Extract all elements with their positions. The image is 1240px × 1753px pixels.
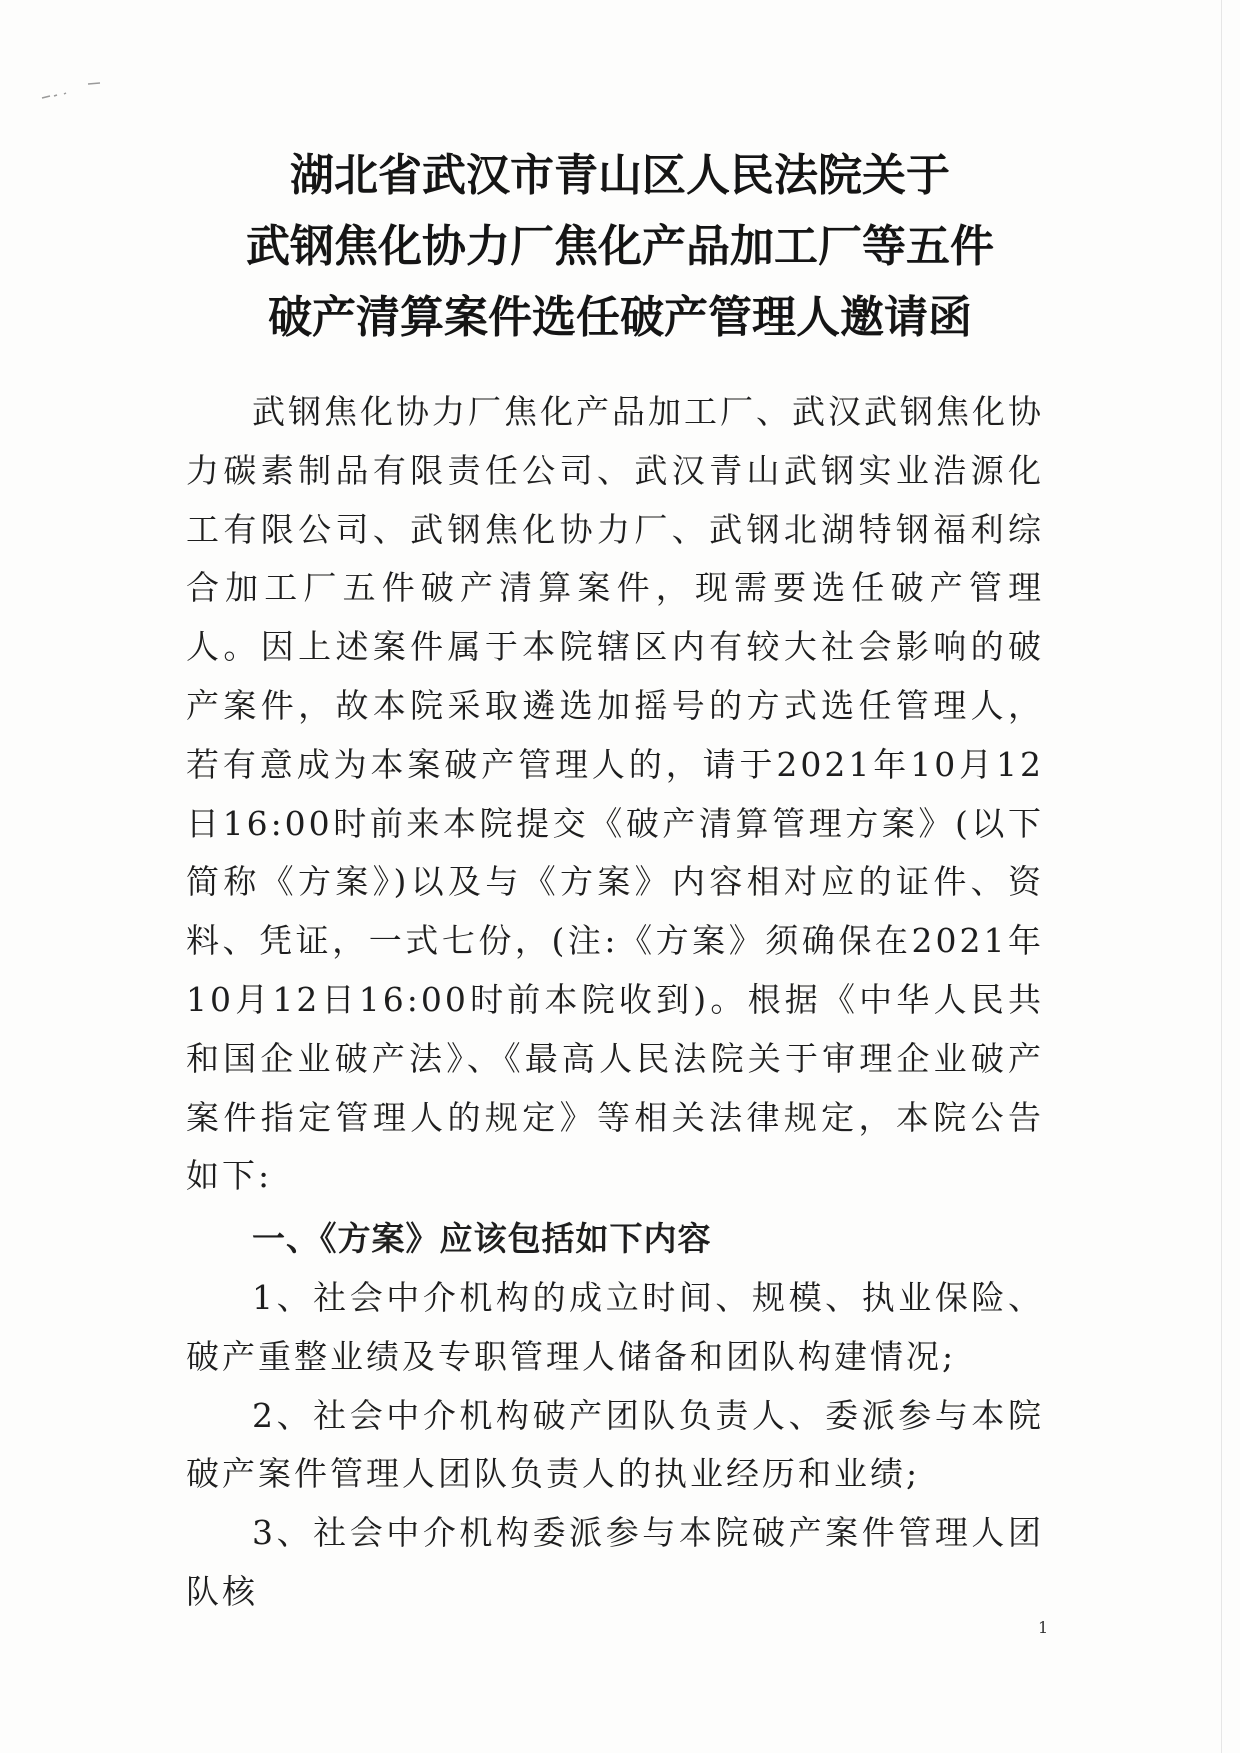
section-heading: 一、《方案》应该包括如下内容	[252, 1219, 712, 1259]
document-title	[0, 140, 1240, 353]
list-item: 1、社会中介机构的成立时间、规模、执业保险、破产重整业绩及专职管理人储备和团队构建情况;	[186, 1277, 1044, 1376]
list-item: 2、社会中介机构破产团队负责人、委派参与本院破产案件管理人团队负责人的执业经历和业绩;	[186, 1395, 1044, 1494]
title-line: 湖北省武汉市青山区人民法院关于	[290, 150, 950, 201]
scan-speck-mark	[40, 78, 110, 108]
list-item: 3、社会中介机构委派参与本院破产案件管理人团队核	[186, 1513, 1044, 1611]
page-number: 1	[1038, 1618, 1049, 1637]
document-body	[186, 383, 1044, 1622]
title-line: 破产清算案件选任破产管理人邀请函	[268, 292, 972, 343]
intro-paragraph: 武钢焦化协力厂焦化产品加工厂、武汉武钢焦化协力碳素制品有限责任公司、武汉青山武钢实业浩源化工有限公司、武钢焦化协力厂、武钢北湖特钢福利综合加工厂五件破产清算案件，现需要选任破产管理人。因上述案件属于本院辖区内有较大社会影响的破产案件，故本院采取遴选加摇号的方式选任管理人，若有意成为本案破产管理人的，请于2021年10月12日16:00时前来本院提交《破产清算管理方案》(以下简称《方案》)以及与《方案》内容相对应的证件、资料、凭证，一式七份，(注:《方案》须确保在2021年10月12日16:00时前本院收到)。根据《中华人民共和国企业破产法》、《最高人民法院关于审理企业破产案件指定管理人的规定》等相关法律规定，本院公告如下:	[186, 392, 1044, 1196]
title-line: 武钢焦化协力厂焦化产品加工厂等五件	[246, 221, 994, 272]
